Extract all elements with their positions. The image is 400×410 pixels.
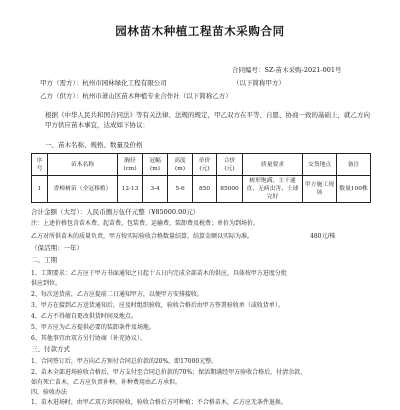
contract-number: 合同编号：SZ-苗木采购-2021-001号	[232, 66, 342, 74]
table-cell: 树形饱满、主干通直、无病虫害、土球完好	[243, 176, 303, 203]
table-cell: 5-6	[168, 176, 193, 203]
section-3-heading: 三、付款方式	[31, 345, 70, 353]
table-cell: 1	[32, 176, 48, 203]
col-header: 胸径(cm)	[118, 154, 143, 176]
payment-item-1: 1、合同签订后，甲方向乙方预付合同总价款的20%，即17000元整。	[31, 358, 218, 365]
table-cell: 香樟树苗（全冠移植）	[48, 176, 118, 203]
col-header: 备注	[337, 154, 371, 176]
table-cell: 850	[193, 176, 217, 203]
table-cell: 85000	[217, 176, 243, 203]
term-item-1: 1、工期要求：乙方应于甲方书面通知之日起十五日内完成全部苗木的供应，具体按甲方进度分批	[31, 270, 287, 277]
payment-item-2-cont: 如有死亡苗木，乙方应负责补种，补种费用由乙方承担。	[31, 379, 182, 386]
table-cell: 12-13	[118, 176, 143, 203]
section-4-heading: 四、验收办法	[31, 389, 68, 396]
term-item-3: 3、甲方在接到乙方送货通知后，应及时组织验收，验收合格后由甲方签署验收单（或收货单）。	[31, 302, 284, 309]
col-header: 合价(元)	[217, 154, 243, 176]
table-cell: 3-4	[143, 176, 168, 203]
col-header: 序号	[32, 154, 48, 176]
party-b: 乙方（供方）：杭州市萧山区苗木种植专业合作社（以下简称乙方）	[40, 92, 232, 100]
table-cell: 数量100株	[337, 176, 371, 203]
unit-price-ref: 480元/株	[310, 233, 336, 240]
col-header: 质量要求	[243, 154, 303, 176]
col-header: 高度(m)	[168, 154, 193, 176]
table-header-row	[32, 154, 371, 176]
col-header: 冠幅(m)	[143, 154, 168, 176]
settlement-note: 乙方对所供苗木的质量负责，甲方按实际验收合格数量结算，结算金额以实际为准。	[31, 233, 254, 240]
section-2-heading: 二、工期	[31, 256, 57, 264]
contract-title: 园林苗木种植工程苗木采购合同	[115, 24, 285, 38]
term-item-2: 2、每次送货前，乙方应提前二日通知甲方，以便甲方安排接收。	[31, 291, 203, 298]
payment-item-2: 2、苗木全部进场验收合格后，甲方支付至合同总价款的70%；保活期满经甲方验收合格后，付清余款，	[31, 369, 307, 376]
term-item-4: 4、乙方不得擅自更改供货时间及地点。	[31, 313, 137, 320]
goods-table	[31, 153, 371, 203]
section-1-heading: 一、苗木名称、规格、数量及价格	[45, 141, 143, 149]
col-header: 交货地点	[303, 154, 337, 176]
price-note-line: 注：上述价格包含苗木费、起苗费、包装费、运输费、装卸费及税费；单价为到场价。	[31, 220, 260, 227]
term-item-6: 6、其他事宜由双方另行协商（补充协议）。	[31, 335, 146, 342]
col-header: 苗木名称	[48, 154, 118, 176]
party-a-note: （以下简称甲方）	[233, 79, 285, 87]
table-cell: 甲方施工现场	[303, 176, 337, 203]
term-item-5: 5、甲方应为乙方提供必要的装卸条件及场地。	[31, 324, 155, 331]
check-item-1: 1、苗木进场时，由甲乙双方共同验收，验收合格后方可种植；不合格苗木，乙方应无条件退换。	[31, 399, 287, 406]
party-a: 甲方（需方）：杭州市园林绿化工程有限公司	[40, 79, 167, 87]
table-row	[32, 176, 371, 203]
total-amount-line: 合计金额（大写）：人民币捌万伍仟元整（¥85000.00元）	[31, 208, 200, 216]
col-header: 单价(元)	[193, 154, 217, 176]
quality-note: （保活期：一年）	[31, 244, 83, 252]
preamble-paragraph: 根据《中华人民共和国合同法》等有关法律、法规的规定，甲乙双方在平等、自愿、协商一致的基础上，就乙方向甲方供应苗木事宜，达成如下协议：	[45, 111, 370, 129]
term-item-1-cont: 供应到位。	[31, 280, 62, 287]
